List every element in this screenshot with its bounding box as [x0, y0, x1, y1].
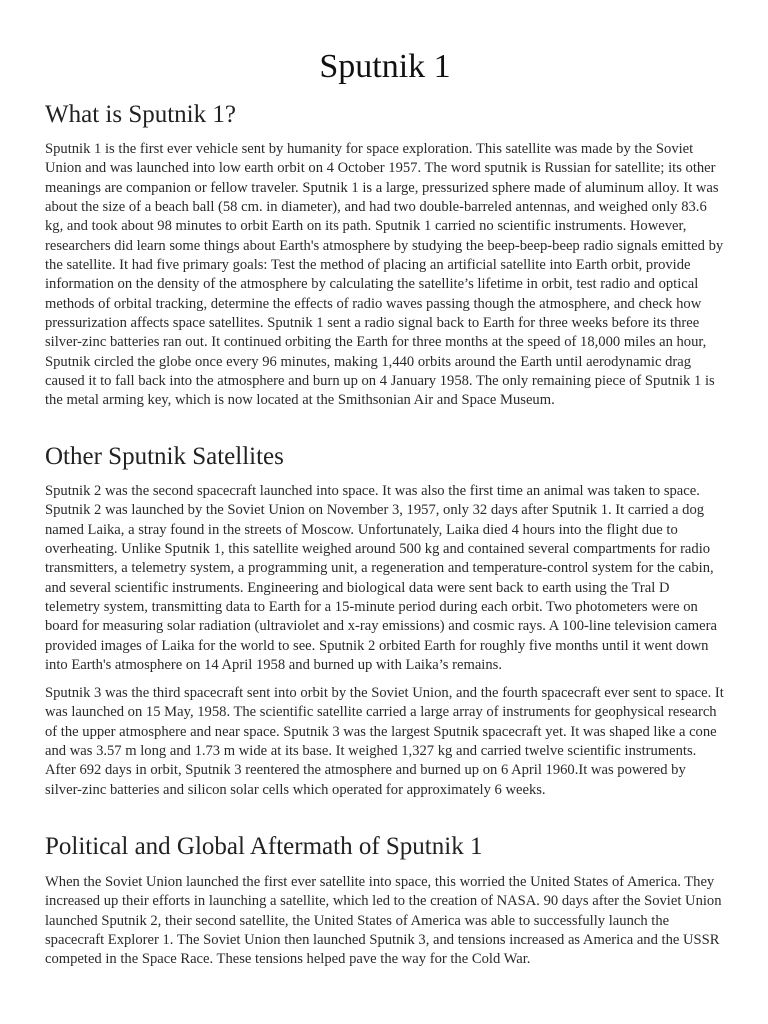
- paragraph-political-aftermath: When the Soviet Union launched the first ever satellite into space, this worried the United States of America. They increased up their efforts in launching a satellite, which led to the creation of NASA. 90 days after the Soviet Union launched Sputnik 2, their second satellite, the United States of America was able to successfully launch the spacecraft Explorer 1. The Soviet Union then launched Sputnik 3, and tensions increased as America and the USSR competed in the Space Race. These tensions helped pave the way for the Cold War.: [45, 874, 722, 968]
- page-title: Sputnik 1: [319, 48, 451, 85]
- section-heading-what-is-sputnik-1: What is Sputnik 1?: [45, 101, 236, 128]
- section-heading-other-sputnik-satellites: Other Sputnik Satellites: [45, 443, 284, 470]
- section-heading-political-aftermath: Political and Global Aftermath of Sputnik 1: [45, 833, 483, 860]
- paragraph-sputnik-3: Sputnik 3 was the third spacecraft sent into orbit by the Soviet Union, and the fourth spacecraft ever sent to space. It was launched on 15 May, 1958. The scientific satellite carried a large array of instruments for geophysical research of the upper atmosphere and near space. Sputnik 3 was the largest Sputnik spacecraft yet. It was shaped like a cone and was 3.57 m long and 1.73 m wide at its base. It weighed 1,327 kg and carried twelve scientific instruments. After 692 days in orbit, Sputnik 3 reentered the atmosphere and burned up on 6 April 1960.It was powered by silver-zinc batteries and silicon solar cells which operated for approximately 6 weeks.: [45, 685, 724, 798]
- paragraph-sputnik-2: Sputnik 2 was the second spacecraft launched into space. It was also the first time an animal was taken to space. Sputnik 2 was launched by the Soviet Union on November 3, 1957, only 32 days after Sputnik 1. It carried a dog named Laika, a stray found in the streets of Moscow. Unfortunately, Laika died 4 hours into the flight due to overheating. Unlike Sputnik 1, this satellite weighed around 500 kg and contained several compartments for radio transmitters, a telemetry system, a programming unit, a regeneration and temperature-control system for the cabin, and several scientific instruments. Engineering and biological data were sent back to earth using the Tral D telemetry system, transmitting data to Earth for a 15-minute period during each orbit. Two photometers were on board for measuring solar radiation (ultraviolet and x-ray emissions) and cosmic rays. A 100-line television camera provided images of Laika for the world to see. Sputnik 2 orbited Earth for roughly five months until it went down into Earth's atmosphere on 14 April 1958 and burned up with Laika’s remains.: [45, 483, 717, 674]
- paragraph-what-is-sputnik-1: Sputnik 1 is the first ever vehicle sent by humanity for space exploration. This satellite was made by the Soviet Union and was launched into low earth orbit on 4 October 1957. The word sputnik is Russian for satellite; its other meanings are companion or fellow traveler. Sputnik 1 is a large, pressurized sphere made of aluminum alloy. It was about the size of a beach ball (58 cm. in diameter), and had two double-barreled antennas, and weighed only 83.6 kg, and took about 98 minutes to orbit Earth on its path. Sputnik 1 carried no scientific instruments. However, researchers did learn some things about Earth's atmosphere by studying the beep-beep-beep radio signals emitted by the satellite. It had five primary goals: Test the method of placing an artificial satellite into Earth orbit, provide information on the density of the atmosphere by calculating the satellite’s lifetime in orbit, test radio and optical methods of orbital tracking, determine the effects of radio waves passing though the atmosphere, and check how pressurization affects space satellites. Sputnik 1 sent a radio signal back to Earth for three weeks before its three silver-zinc batteries ran out. It continued orbiting the Earth for three months at the speed of 18,000 miles an hour, Sputnik circled the globe once every 96 minutes, making 1,440 orbits around the Earth until aerodynamic drag caused it to fall back into the atmosphere and burn up on 4 January 1958. The only remaining piece of Sputnik 1 is the metal arming key, which is now located at the Smithsonian Air and Space Museum.: [45, 141, 724, 409]
